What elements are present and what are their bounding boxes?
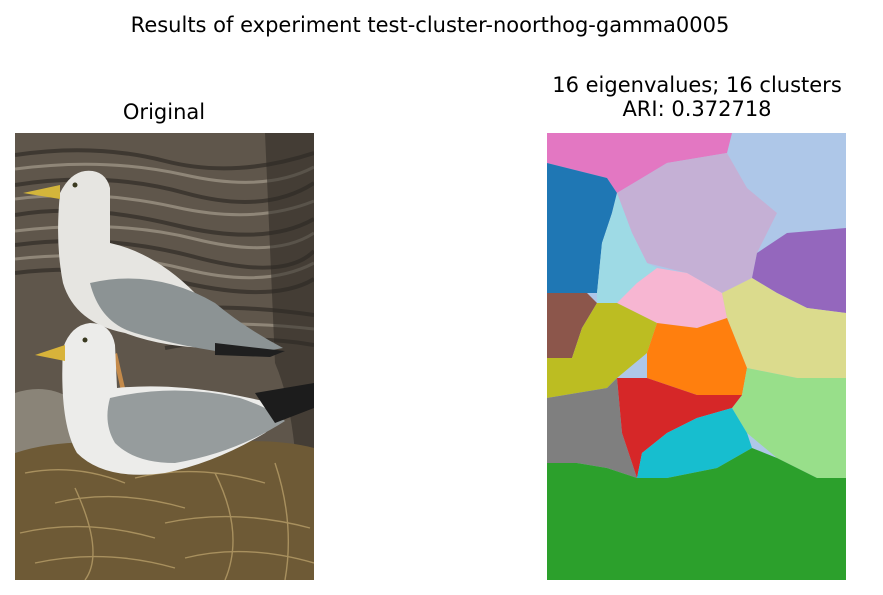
figure-suptitle: Results of experiment test-cluster-noorthog-gamma0005 bbox=[130, 13, 730, 37]
segmentation-title-line2: ARI: 0.372718 bbox=[622, 97, 772, 121]
segmentation-title-line1: 16 eigenvalues; 16 clusters bbox=[552, 73, 842, 97]
original-image-drawing bbox=[15, 133, 314, 580]
segmentation-image bbox=[547, 133, 846, 580]
back-gull-eye bbox=[73, 183, 78, 188]
original-image bbox=[15, 133, 314, 580]
segmentation-map bbox=[547, 133, 846, 580]
original-panel-title: Original bbox=[122, 100, 206, 124]
front-gull-eye bbox=[83, 338, 88, 343]
segmentation-panel-title bbox=[497, 73, 883, 121]
